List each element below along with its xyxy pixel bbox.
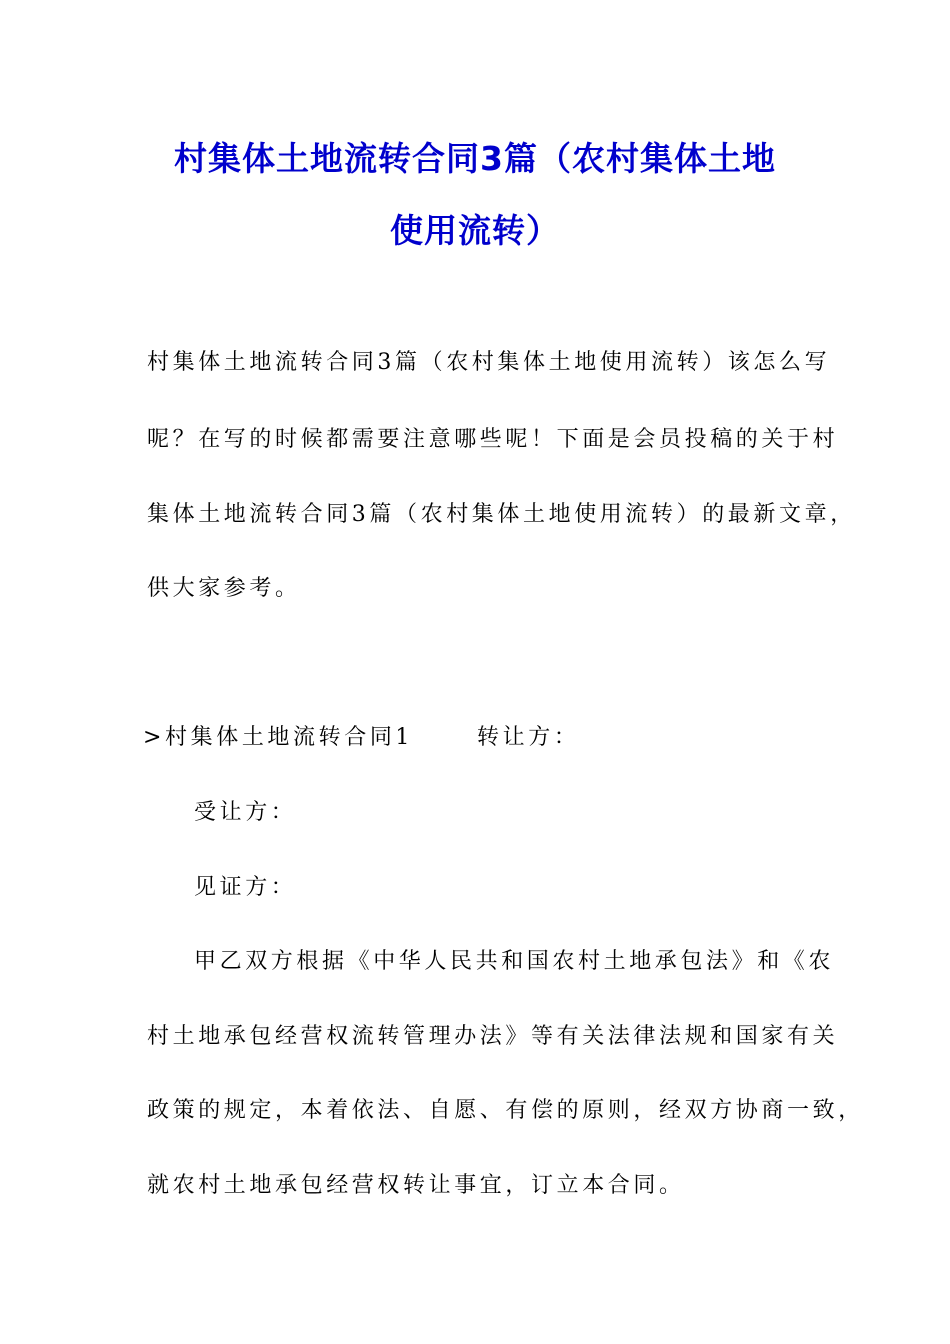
witness-label: 见证方：	[194, 875, 297, 900]
body-line: 村土地承包经营权流转管理办法》等有关法律法规和国家有关	[147, 1024, 839, 1049]
intro-line: 供大家参考。	[147, 576, 301, 601]
transferee-label: 受让方：	[194, 800, 297, 825]
intro-line: 呢？在写的时候都需要注意哪些呢！下面是会员投稿的关于村	[147, 427, 839, 452]
body-line: 就农村土地承包经营权转让事宜，订立本合同。	[147, 1173, 685, 1198]
contract-heading-row	[143, 720, 579, 751]
document-title-line-1: 村集体土地流转合同3篇（农村集体土地	[174, 139, 776, 178]
intro-line: 村集体土地流转合同3篇（农村集体土地使用流转）该怎么写	[147, 350, 831, 375]
transferor-label: 转让方：	[477, 725, 580, 750]
document-title-line-2: 使用流转）	[390, 211, 560, 250]
intro-line: 集体土地流转合同3篇（农村集体土地使用流转）的最新文章，	[147, 502, 856, 527]
body-line: 政策的规定，本着依法、自愿、有偿的原则，经双方协商一致，	[147, 1098, 864, 1123]
section-heading: >村集体土地流转合同1	[143, 725, 414, 750]
body-line: 甲乙双方根据《中华人民共和国农村土地承包法》和《农	[194, 949, 835, 974]
